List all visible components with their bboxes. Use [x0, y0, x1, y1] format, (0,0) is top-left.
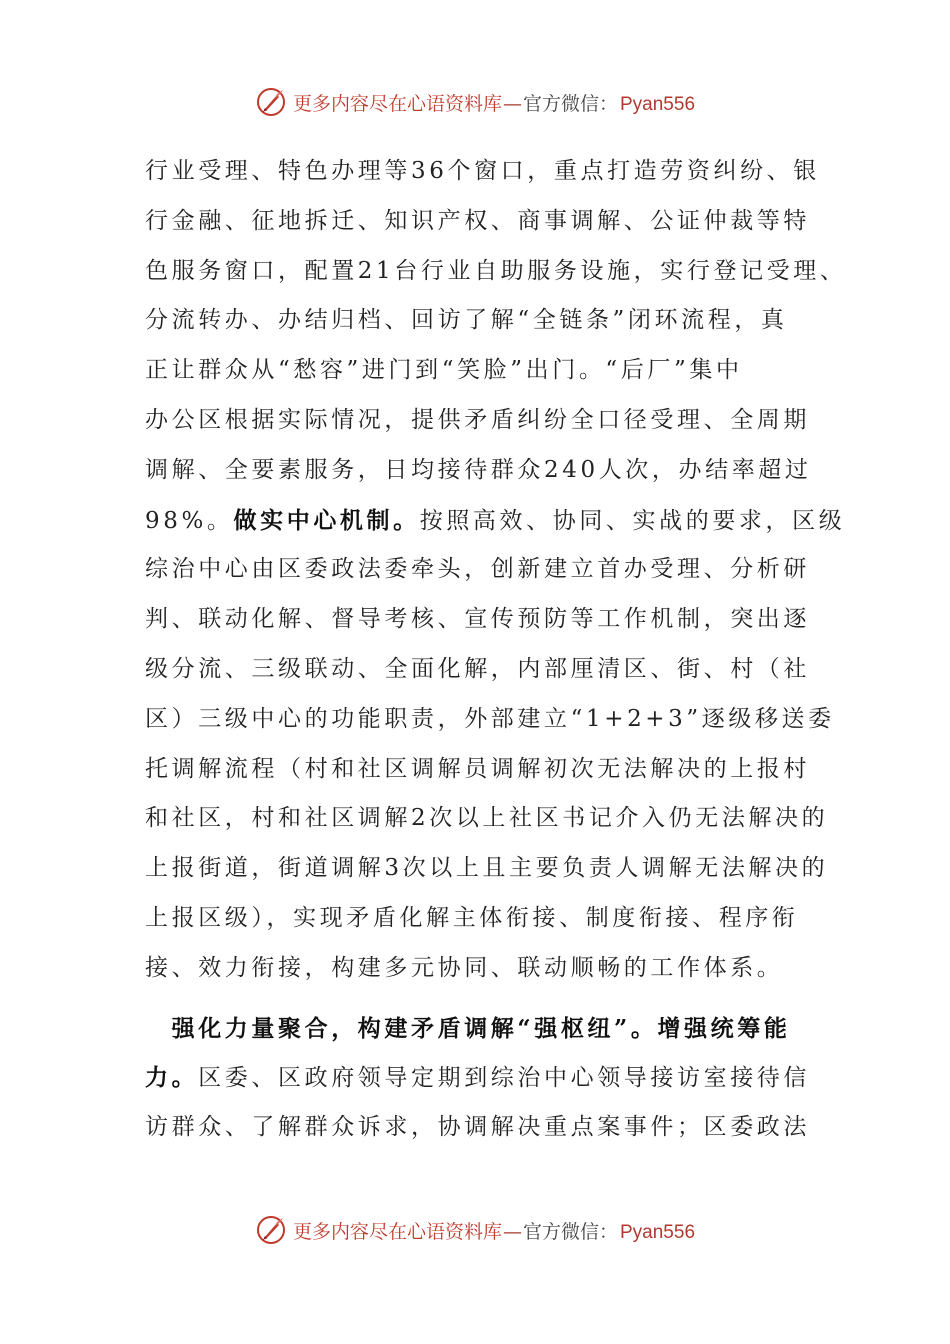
text-segment: 98%。 — [145, 507, 234, 534]
text-segment: 行业受理、特色办理等36个窗口，重点打造劳资纠纷、银 — [145, 158, 820, 184]
quill-pen-icon — [255, 1214, 287, 1246]
bold-heading-segment: 做实中心机制。 — [233, 506, 420, 534]
text-segment: 上报区级），实现矛盾化解主体衔接、制度衔接、程序衔 — [145, 904, 799, 931]
text-segment: 分流转办、办结归档、回访了解“全链条”闭环流程，真 — [145, 307, 788, 334]
watermark-dash: — — [502, 1220, 522, 1243]
text-segment: 行金融、征地拆迁、知识产权、商事调解、公证仲裁等特 — [145, 207, 810, 234]
text-line — [145, 346, 807, 396]
text-line — [145, 695, 835, 745]
text-line — [145, 296, 807, 346]
text-line — [145, 446, 812, 496]
watermark-wechat-label: 官方微信： — [522, 92, 618, 115]
footer-watermark — [0, 1210, 950, 1250]
document-body — [145, 147, 847, 1153]
header-watermark — [0, 82, 950, 122]
text-line — [145, 1103, 810, 1153]
text-line — [145, 844, 829, 894]
text-line — [145, 1004, 807, 1054]
text-segment: 区委、区政府领导定期到综治中心领导接访室接待信 — [198, 1065, 811, 1092]
text-segment: 调解、全要素服务，日均接待群众240人次，办结率超过 — [145, 456, 812, 483]
watermark-brand: 更多内容尽在心语资料库 — [292, 92, 502, 115]
text-segment: 访群众、了解群众诉求，协调解决重点案事件；区委政法 — [145, 1114, 810, 1141]
text-line — [145, 197, 810, 247]
text-line — [145, 944, 807, 994]
watermark-wechat-id: Pyan556 — [620, 1221, 696, 1243]
text-segment: 接、效力衔接，构建多元协同、联动顺畅的工作体系。 — [145, 954, 784, 981]
text-line — [145, 745, 810, 795]
text-segment: 正让群众从“愁容”进门到“笑脸”出门。“后厂”集中 — [145, 357, 743, 384]
text-segment: 区）三级中心的功能职责，外部建立“1+2+3”逐级移送委 — [145, 705, 835, 732]
text-line — [145, 545, 810, 595]
text-segment: 色服务窗口，配置21台行业自助服务设施，实行登记受理、 — [145, 257, 847, 284]
text-segment: 和社区，村和社区调解2次以上社区书记介入仍无法解决的 — [145, 805, 829, 832]
text-line — [145, 1053, 811, 1103]
text-line — [145, 496, 846, 546]
text-segment: 办公区根据实际情况，提供矛盾纠纷全口径受理、全周期 — [145, 406, 810, 433]
text-segment: 级分流、三级联动、全面化解，内部厘清区、街、村（社 — [145, 655, 810, 682]
text-segment: 托调解流程（村和社区调解员调解初次无法解决的上报村 — [145, 755, 810, 782]
text-segment: 上报街道，街道调解3次以上且主要负责人调解无法解决的 — [145, 855, 829, 882]
watermark-brand: 更多内容尽在心语资料库 — [292, 1220, 502, 1243]
text-segment: 按照高效、协同、实战的要求，区级 — [419, 507, 846, 534]
text-segment: 综治中心由区委政法委牵头，创新建立首办受理、分析研 — [145, 556, 810, 583]
text-segment: 判、联动化解、督导考核、宣传预防等工作机制，突出逐 — [145, 606, 810, 633]
quill-pen-icon — [255, 86, 287, 118]
watermark-dash: — — [502, 92, 522, 115]
watermark-wechat-label: 官方微信： — [522, 1220, 618, 1243]
text-line — [145, 645, 810, 695]
text-line — [145, 247, 847, 297]
bold-heading-segment: 力。 — [145, 1064, 199, 1092]
text-line — [145, 794, 829, 844]
text-line — [145, 396, 810, 446]
bold-heading-segment: 强化力量聚合，构建矛盾调解“强枢纽”。增强统筹能 — [145, 1014, 791, 1042]
text-line — [145, 894, 807, 944]
watermark-wechat-id: Pyan556 — [620, 93, 696, 115]
text-line — [145, 147, 820, 197]
text-line — [145, 595, 810, 645]
